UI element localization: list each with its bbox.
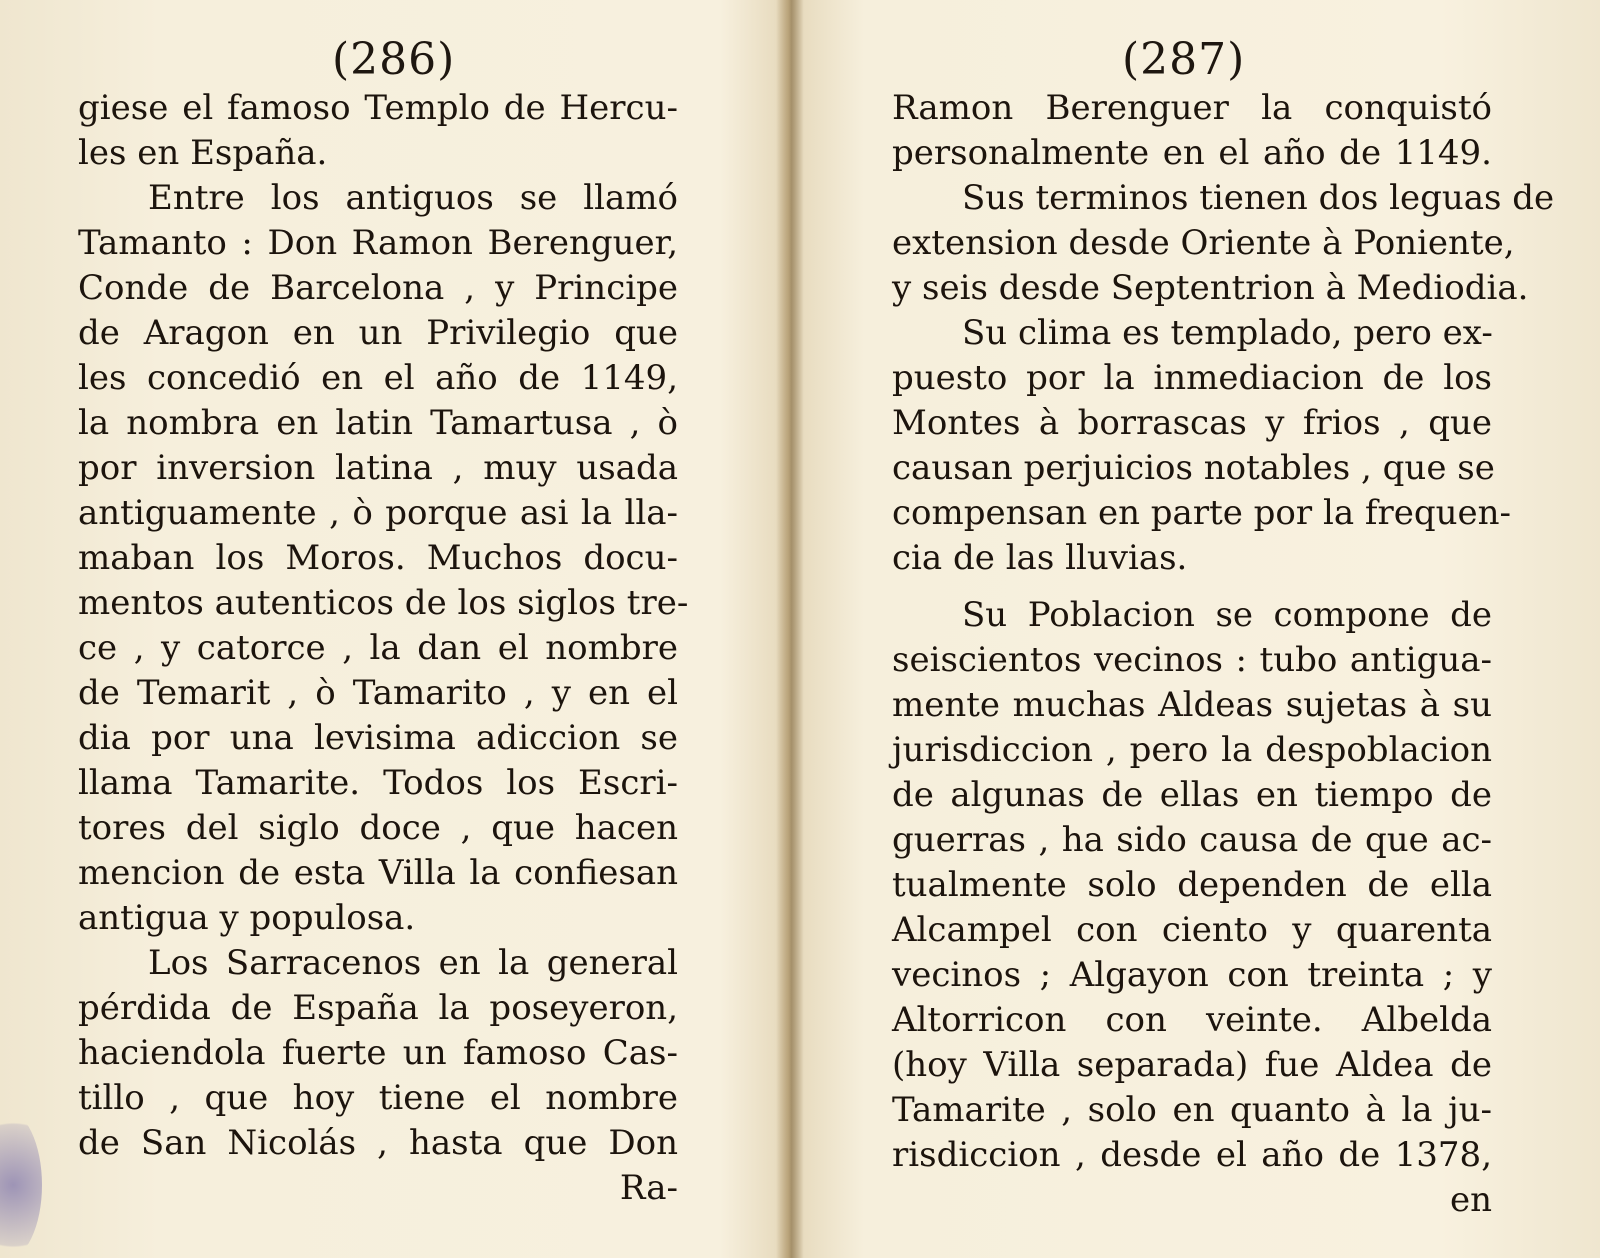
text-line: vecinos ; Algayon con treinta ; y — [892, 955, 1492, 995]
left-page — [0, 0, 790, 1258]
left-page-text — [78, 86, 689, 1211]
text-line: giese el famoso Templo de Hercu- — [78, 88, 678, 128]
catchword: Ra- — [619, 1168, 678, 1208]
text-line: tualmente solo dependen de ella — [892, 865, 1492, 905]
text-line: por inversion latina , muy usada — [78, 448, 678, 488]
text-line: mentos autenticos de los siglos tre- — [78, 583, 689, 623]
text-line: tores del siglo doce , que hacen — [78, 808, 678, 848]
text-line: personalmente en el año de 1149. — [892, 133, 1492, 173]
text-line: de Temarit , ò Tamarito , y en el — [78, 673, 678, 713]
text-line: Tamarite , solo en quanto à la ju- — [892, 1090, 1492, 1130]
text-line: Su Poblacion se compone de — [962, 595, 1492, 635]
text-line: Montes à borrascas y frios , que — [892, 403, 1492, 443]
right-page — [800, 0, 1600, 1258]
text-line: jurisdiccion , pero la despoblacion — [892, 730, 1492, 770]
left-page-number: (286) — [332, 34, 456, 85]
text-line: cia de las lluvias. — [892, 538, 1188, 578]
text-line: de algunas de ellas en tiempo de — [892, 775, 1492, 815]
text-line: Altorricon con veinte. Albelda — [892, 1000, 1492, 1040]
text-line: risdiccion , desde el año de 1378, — [892, 1135, 1492, 1175]
text-line: (hoy Villa separada) fue Aldea de — [892, 1045, 1492, 1085]
text-line: mencion de esta Villa la confiesan — [78, 853, 678, 893]
catchword: en — [1449, 1180, 1492, 1220]
text-line: antiguamente , ò porque asi la lla- — [78, 493, 678, 533]
text-line: extension desde Oriente à Poniente, — [892, 223, 1515, 263]
text-line: Los Sarracenos en la general — [148, 943, 678, 983]
text-line: causan perjuicios notables , que se — [892, 448, 1495, 488]
text-line: Alcampel con ciento y quarenta — [892, 910, 1492, 950]
text-line: de San Nicolás , hasta que Don — [78, 1123, 678, 1163]
text-line: Entre los antiguos se llamó — [148, 178, 678, 218]
text-line: Ramon Berenguer la conquistó — [892, 88, 1492, 128]
text-line: llama Tamarite. Todos los Escri- — [78, 763, 678, 803]
text-line: haciendola fuerte un famoso Cas- — [78, 1033, 678, 1073]
text-line: dia por una levisima adiccion se — [78, 718, 678, 758]
text-line: tillo , que hoy tiene el nombre — [78, 1078, 678, 1118]
text-line: les en España. — [78, 133, 328, 173]
text-line: les concedió en el año de 1149, — [78, 358, 678, 398]
text-line: antigua y populosa. — [78, 898, 416, 938]
text-line: ce , y catorce , la dan el nombre — [78, 628, 678, 668]
text-line: de Aragon en un Privilegio que — [78, 313, 678, 353]
text-line: Conde de Barcelona , y Principe — [78, 268, 678, 308]
text-line: pérdida de España la poseyeron, — [78, 988, 678, 1028]
text-line: la nombra en latin Tamartusa , ò — [78, 403, 678, 443]
text-line: puesto por la inmediacion de los — [892, 358, 1492, 398]
text-line: maban los Moros. Muchos docu- — [78, 538, 678, 578]
text-line: Tamanto : Don Ramon Berenguer, — [78, 223, 678, 263]
paragraph-gap — [892, 581, 1492, 593]
right-page-number: (287) — [1122, 34, 1246, 85]
text-line: y seis desde Septentrion à Mediodia. — [892, 268, 1529, 308]
text-line: Su clima es templado, pero ex- — [962, 313, 1493, 353]
text-line: seiscientos vecinos : tubo antigua- — [892, 640, 1492, 680]
text-line: mente muchas Aldeas sujetas à su — [892, 685, 1492, 725]
right-page-text — [892, 86, 1555, 1223]
text-line: guerras , ha sido causa de que ac- — [892, 820, 1492, 860]
text-line: Sus terminos tienen dos leguas de — [962, 178, 1555, 218]
text-line: compensan en parte por la frequen- — [892, 493, 1512, 533]
